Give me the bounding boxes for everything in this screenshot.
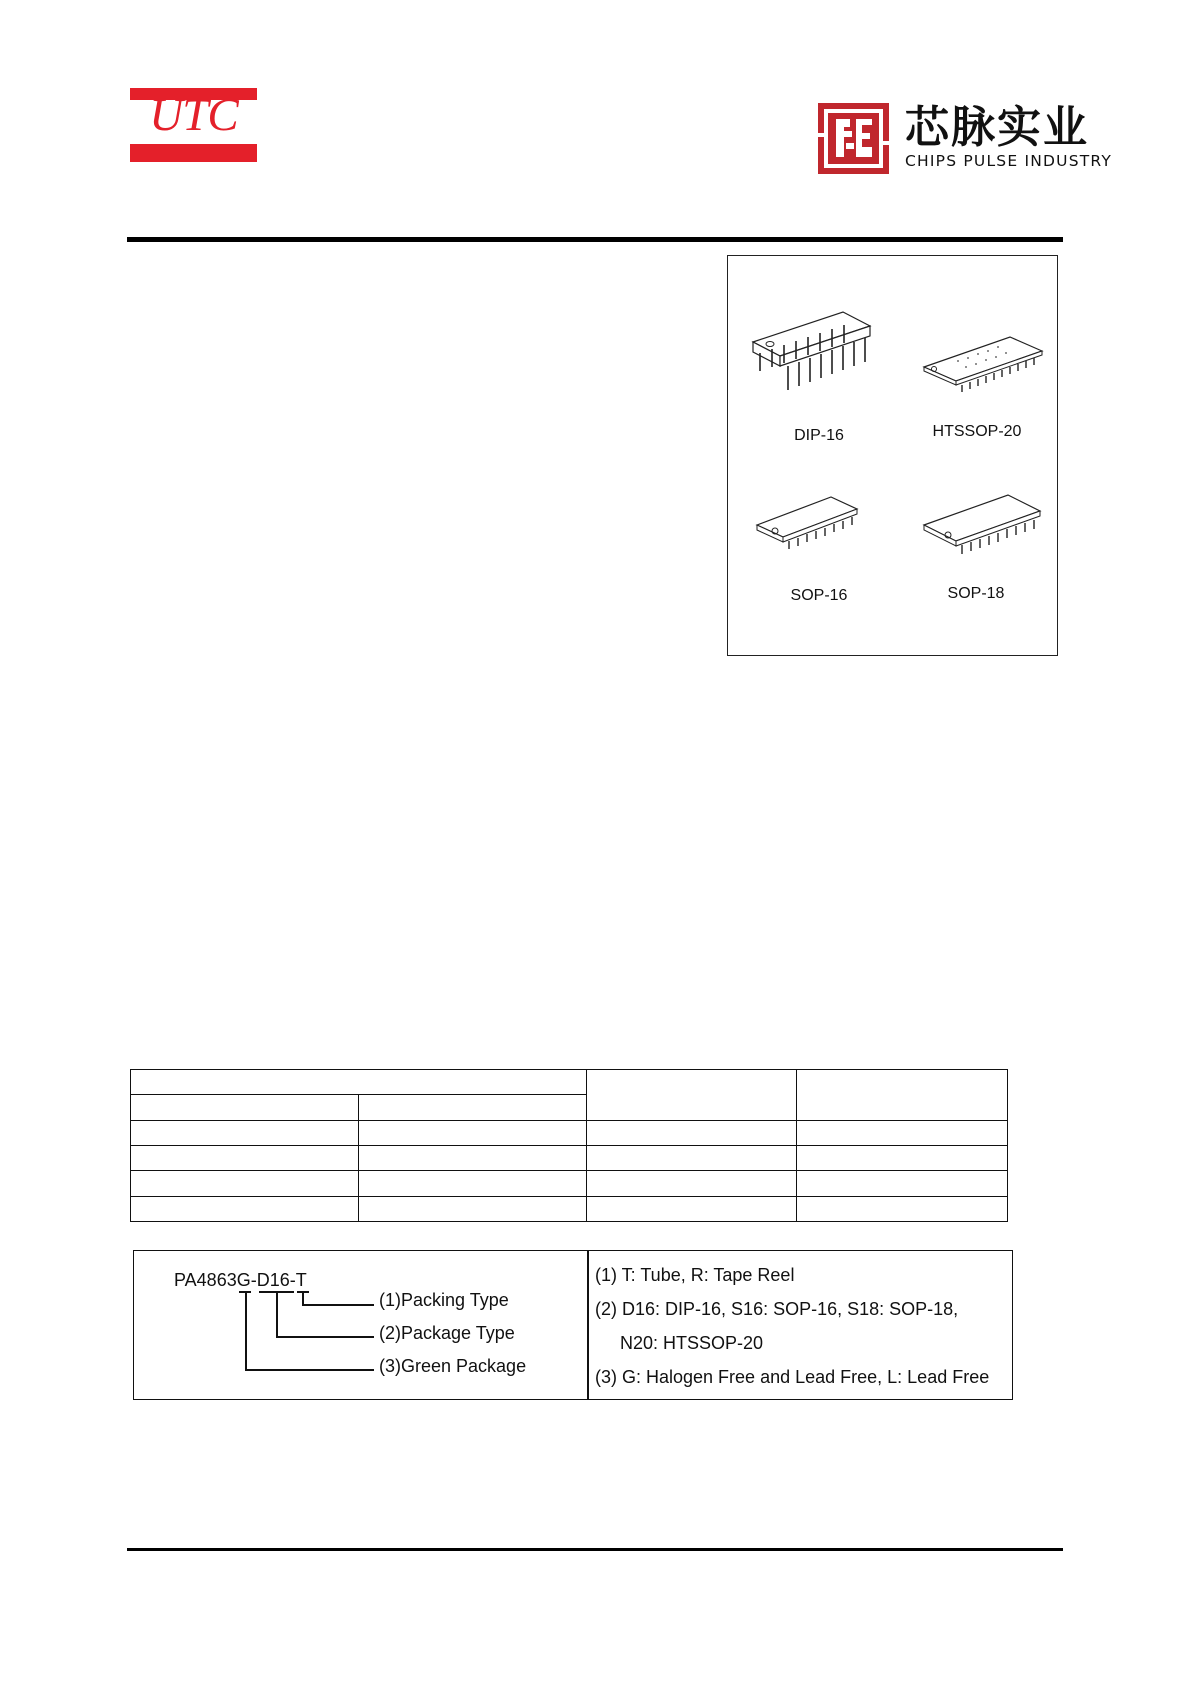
ordering-info-table <box>130 1069 1007 1222</box>
dip-16-package-icon <box>748 306 878 401</box>
note-package: (2) D16: DIP-16, S16: SOP-16, S18: SOP-18, <box>595 1299 959 1319</box>
table-row <box>131 1171 1008 1196</box>
table-cell <box>131 1196 359 1221</box>
table-cell <box>131 1120 359 1145</box>
marking-divider <box>587 1251 589 1399</box>
package-label-dip-16: DIP-16 <box>794 427 844 444</box>
leader-package-vertical <box>276 1291 278 1336</box>
table-cell <box>797 1070 1008 1121</box>
company-name-en: CHIPS PULSE INDUSTRY <box>905 152 1113 170</box>
leader-package-horizontal <box>276 1336 374 1338</box>
field-packing-type: (1)Packing Type <box>379 1290 509 1310</box>
table-cell <box>359 1196 587 1221</box>
table-row <box>131 1196 1008 1221</box>
table-cell <box>587 1196 797 1221</box>
footer-rule <box>127 1548 1063 1551</box>
package-label-htssop-20: HTSSOP-20 <box>932 423 1022 440</box>
utc-logo-text: UTC <box>149 89 238 141</box>
package-label-sop-16: SOP-16 <box>790 587 848 604</box>
table-row <box>131 1120 1008 1145</box>
table-cell <box>587 1070 797 1121</box>
table-cell <box>797 1120 1008 1145</box>
sop-16-package-icon <box>753 491 863 556</box>
table-cell <box>131 1095 359 1120</box>
part-number: PA4863G-D16-T <box>174 1270 307 1290</box>
chips-pulse-emblem-icon <box>818 103 889 174</box>
table-row <box>131 1070 1008 1095</box>
table-cell <box>359 1095 587 1120</box>
company-name-cn: 芯脉实业 <box>905 102 1089 153</box>
leader-green-vertical <box>245 1291 247 1369</box>
table-cell <box>359 1171 587 1196</box>
table-cell <box>131 1171 359 1196</box>
leader-packing-vertical <box>302 1291 304 1304</box>
package-label-sop-18: SOP-18 <box>947 585 1005 602</box>
note-package-cont: N20: HTSSOP-20 <box>620 1333 764 1353</box>
leader-green-horizontal <box>245 1369 374 1371</box>
sop-18-package-icon <box>918 491 1048 561</box>
table-cell <box>359 1145 587 1170</box>
package-outline-box <box>727 255 1058 656</box>
table-cell <box>359 1120 587 1145</box>
part-number-marking-box <box>133 1250 1013 1400</box>
htssop-20-package-icon <box>918 331 1048 396</box>
table-cell <box>797 1145 1008 1170</box>
table-cell <box>131 1145 359 1170</box>
field-package-type: (2)Package Type <box>379 1323 515 1343</box>
table-row <box>131 1145 1008 1170</box>
header-rule <box>127 237 1063 242</box>
table-cell <box>587 1171 797 1196</box>
table-cell <box>587 1120 797 1145</box>
leader-packing-horizontal <box>302 1304 374 1306</box>
note-packing: (1) T: Tube, R: Tape Reel <box>595 1265 795 1285</box>
note-green: (3) G: Halogen Free and Lead Free, L: Lead Free <box>595 1367 990 1387</box>
table-cell <box>587 1145 797 1170</box>
utc-logo <box>130 88 257 162</box>
table-cell <box>131 1070 587 1095</box>
table-cell <box>797 1171 1008 1196</box>
table-cell <box>797 1196 1008 1221</box>
field-green-package: (3)Green Package <box>379 1356 527 1376</box>
